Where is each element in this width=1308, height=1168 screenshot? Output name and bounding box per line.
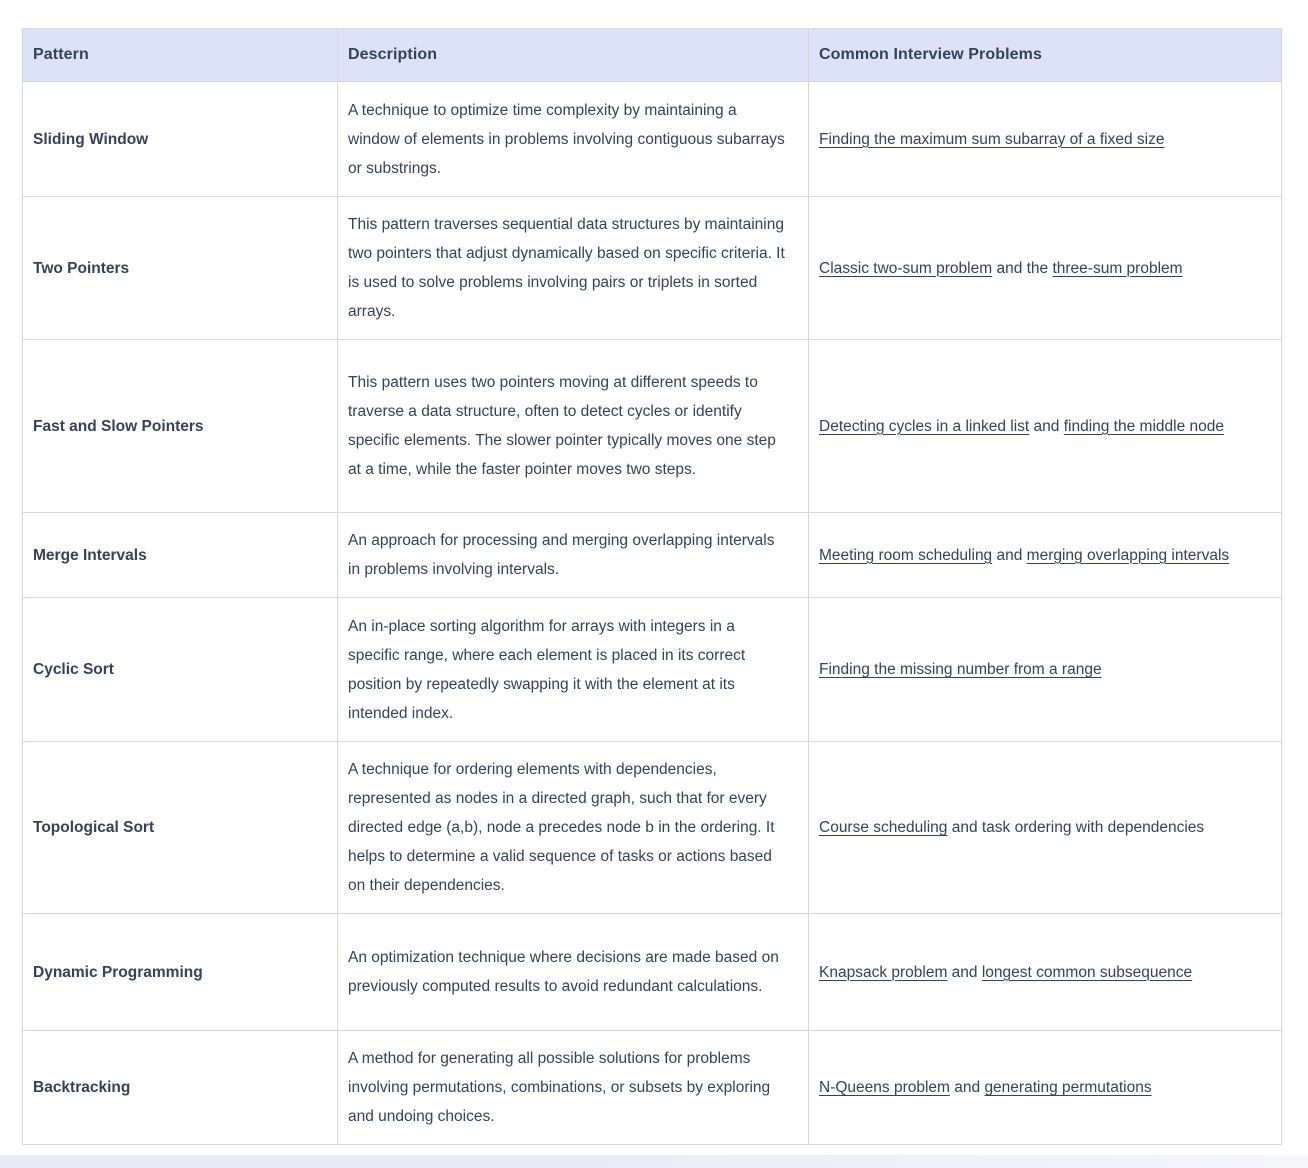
pattern-cell: Two Pointers: [23, 197, 338, 340]
problem-text: and: [1029, 417, 1064, 435]
problems-cell: [809, 340, 1282, 513]
description-cell: An optimization technique where decisions are made based on previously computed results to avoid redundant calculations.: [338, 914, 809, 1031]
problems-cell: [809, 197, 1282, 340]
problem-link[interactable]: Classic two-sum problem: [819, 259, 993, 277]
problem-text: and task ordering with dependencies: [947, 819, 1205, 836]
problem-link[interactable]: N-Queens problem: [819, 1079, 950, 1096]
table-row: [23, 197, 1282, 340]
pattern-cell: Backtracking: [23, 1031, 338, 1145]
problems-cell: [809, 82, 1282, 197]
problem-link[interactable]: finding the middle node: [1063, 417, 1224, 435]
description-cell: This pattern traverses sequential data structures by maintaining two pointers that adjust dynamically based on specific criteria. It is used to solve problems involving pairs or triplets in sorted arrays.: [338, 197, 809, 340]
problem-link[interactable]: generating permutations: [984, 1079, 1152, 1096]
problems-cell: [809, 598, 1282, 742]
problem-link[interactable]: Detecting cycles in a linked list: [819, 417, 1030, 435]
patterns-table: [22, 28, 1282, 1145]
pattern-cell: Cyclic Sort: [23, 598, 338, 742]
problem-text: and: [949, 1079, 985, 1096]
problem-link[interactable]: Knapsack problem: [819, 963, 948, 981]
table-row: [23, 1031, 1282, 1145]
description-cell: This pattern uses two pointers moving at different speeds to traverse a data structure, often to detect cycles or identify specific elements. The slower pointer typically moves one step at a time, while the faster pointer moves two steps.: [338, 340, 809, 513]
pattern-cell: Dynamic Programming: [23, 914, 338, 1031]
problems-cell: [809, 742, 1282, 914]
problem-text: and: [992, 546, 1027, 564]
problem-link[interactable]: three-sum problem: [1052, 259, 1183, 277]
problem-link[interactable]: Meeting room scheduling: [819, 546, 993, 564]
problems-cell: [809, 914, 1282, 1031]
problem-link[interactable]: Course scheduling: [819, 819, 948, 836]
table-header-row: [23, 29, 1282, 82]
problems-cell: [809, 513, 1282, 598]
problem-link[interactable]: Finding the maximum sum subarray of a fixed size: [819, 130, 1165, 148]
problem-text: and: [947, 963, 982, 981]
problem-link[interactable]: longest common subsequence: [981, 963, 1193, 981]
description-cell: An approach for processing and merging overlapping intervals in problems involving intervals.: [338, 513, 809, 598]
table-row: [23, 598, 1282, 742]
problem-text: and the: [992, 259, 1053, 277]
table-row: [23, 914, 1282, 1031]
pattern-cell: Topological Sort: [23, 742, 338, 914]
column-header-description: Description: [338, 29, 809, 82]
pattern-cell: Sliding Window: [23, 82, 338, 197]
column-header-problems: Common Interview Problems: [809, 29, 1282, 82]
description-cell: A technique to optimize time complexity by maintaining a window of elements in problems involving contiguous subarrays or substrings.: [338, 82, 809, 197]
problem-link[interactable]: merging overlapping intervals: [1026, 546, 1230, 564]
problem-link[interactable]: Finding the missing number from a range: [819, 661, 1102, 678]
pattern-cell: Fast and Slow Pointers: [23, 340, 338, 513]
description-cell: An in-place sorting algorithm for arrays with integers in a specific range, where each element is placed in its correct position by repeatedly swapping it with the element at its intended index.: [338, 598, 809, 742]
table-row: [23, 742, 1282, 914]
pattern-cell: Merge Intervals: [23, 513, 338, 598]
column-header-pattern: Pattern: [23, 29, 338, 82]
table-row: [23, 82, 1282, 197]
description-cell: A technique for ordering elements with dependencies, represented as nodes in a directed graph, such that for every directed edge (a,b), node a precedes node b in the ordering. It helps to determine a valid sequence of tasks or actions based on their dependencies.: [338, 742, 809, 914]
table-row: [23, 513, 1282, 598]
footer-strip: [0, 1155, 1308, 1168]
table-row: [23, 340, 1282, 513]
problems-cell: [809, 1031, 1282, 1145]
description-cell: A method for generating all possible solutions for problems involving permutations, combinations, or subsets by exploring and undoing choices.: [338, 1031, 809, 1145]
